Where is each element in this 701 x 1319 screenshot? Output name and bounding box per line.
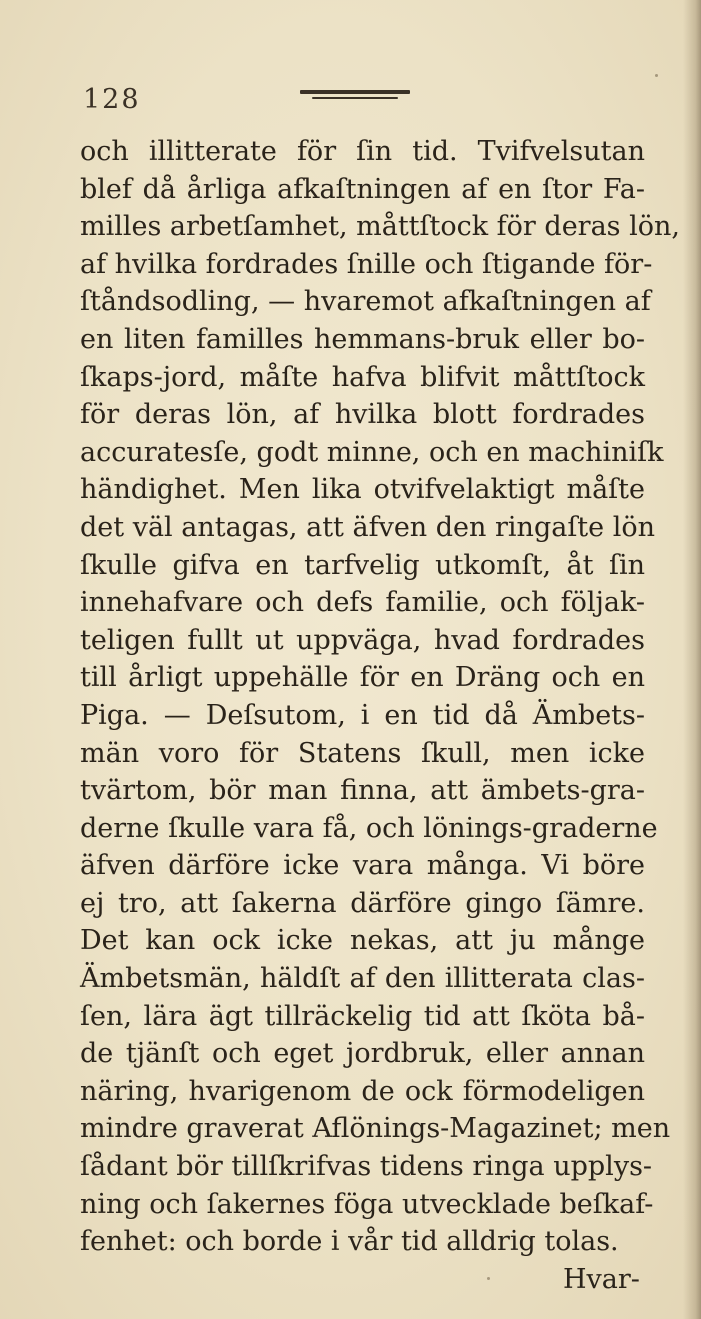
text-line: af hvilka fordrades ſnille och ſtigande för- [80,248,653,280]
text-line: Piga. — Deſsutom, i en tid då Ämbets- [80,699,645,731]
text-line: för deras lön, af hvilka blott fordrades [80,399,645,431]
text-line: Ämbetsmän, häldſt af den illitterata clas- [80,963,645,995]
text-line: män voro för Statens ſkull, men icke [80,737,645,769]
text-line: det väl antagas, att äfven den ringaſte lön [80,511,656,543]
text-line: ning och ſakernes föga utvecklade beſkaf- [80,1188,654,1220]
header-ornament [300,90,410,104]
text-line: ej tro, att ſakerna därföre gingo ſämre. [80,887,645,919]
text-line: innehafvare och defs familie, och följak- [80,587,645,619]
text-line: näring, hvarigenom de ock förmodeligen [80,1075,645,1107]
text-line: Det kan ock icke nekas, att ju månge [80,925,645,957]
text-line: ſen, lära ägt tillräckelig tid att ſköta bå- [80,1000,645,1032]
text-line: de tjänſt och eget jordbruk, eller annan [80,1038,645,1070]
text-line: en liten familles hemmans-bruk eller bo- [80,323,645,355]
text-line: milles arbetſamhet, måttſtock för deras lön, [80,211,680,243]
paper-speck [655,74,658,77]
body-text [80,133,680,1261]
text-line: ſkulle gifva en tarfvelig utkomſt, åt ſin [80,549,645,581]
text-line: tvärtom, bör man finna, att ämbets-gra- [80,775,645,807]
text-line: händighet. Men lika otvifvelaktigt måſte [80,474,645,506]
text-line: mindre graverat Aflönings-Magazinet; men [80,1113,671,1145]
text-line: till årligt uppehälle för en Dräng och en [80,662,645,694]
paper-speck [487,1277,490,1280]
text-line: teligen fullt ut uppväga, hvad fordrades [80,624,645,656]
text-line: ſtåndsodling, — hvaremot afkaſtningen af [80,286,651,318]
text-line: och illitterate för ſin tid. Tvifvelsutan [80,136,645,167]
page-edge-shadow [683,0,701,1319]
text-line: derne ſkulle vara få, och lönings-graderne [80,812,658,844]
text-line: ſådant bör tillſkrifvas tidens ringa upplys- [80,1151,653,1183]
text-line: blef då årliga afkaſtningen af en ſtor Fa- [80,173,645,205]
page-header [0,78,701,118]
text-line: accuratesſe, godt minne, och en machiniſk [80,436,664,468]
text-line: äfven därföre icke vara många. Vi böre [80,850,645,882]
catchword: Hvar- [563,1264,640,1295]
text-line: fenhet: och borde i vår tid alldrig tolas. [80,1226,619,1258]
text-line: ſkaps-jord, måſte hafva blifvit måttſtock [80,361,645,393]
page-number: 128 [83,84,141,115]
